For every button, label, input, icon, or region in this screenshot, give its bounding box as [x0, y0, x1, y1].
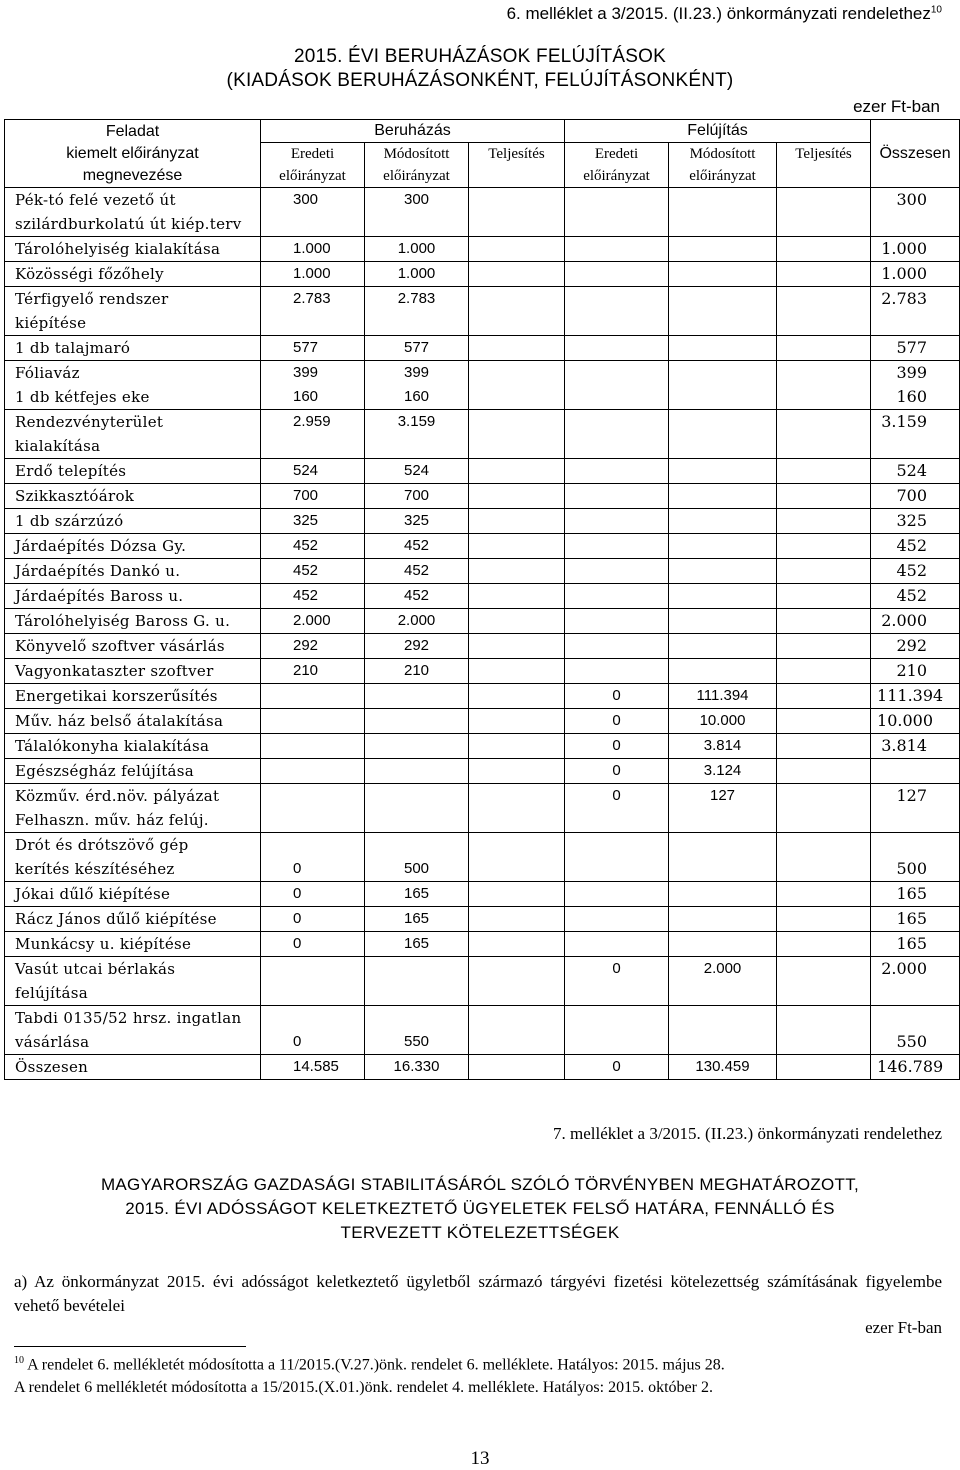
- cell-task-name: Műv. ház belső átalakítása: [5, 709, 261, 734]
- cell-b-modositott: 2.000: [365, 609, 469, 634]
- cell-b-teljesites: [469, 759, 565, 784]
- header-felujitas: Felújítás: [565, 120, 871, 143]
- cell-task-name: Tálalókonyha kialakítása: [5, 734, 261, 759]
- cell-total: 10.000: [871, 709, 960, 734]
- cell-b-modositott: 452: [365, 559, 469, 584]
- cell-total: 146.789: [871, 1055, 960, 1080]
- cell-total: [871, 759, 960, 784]
- cell-b-modositott: 16.330: [365, 1055, 469, 1080]
- cell-f-teljesites: [777, 237, 871, 262]
- cell-b-modositott: 325: [365, 509, 469, 534]
- cell-b-modositott: 550: [365, 1006, 469, 1055]
- cell-b-eredeti: 1.000: [261, 237, 365, 262]
- cell-task-name: 1 db szárzúzó: [5, 509, 261, 534]
- cell-f-modositott: [669, 336, 777, 361]
- cell-f-teljesites: [777, 957, 871, 1006]
- cell-f-eredeti: [565, 287, 669, 336]
- table-title-line-1: 2015. ÉVI BERUHÁZÁSOK FELÚJÍTÁSOK: [294, 46, 666, 67]
- cell-f-modositott: [669, 287, 777, 336]
- cell-f-eredeti: [565, 534, 669, 559]
- cell-b-eredeti: [261, 734, 365, 759]
- cell-task-name: Járdaépítés Baross u.: [5, 584, 261, 609]
- table-row: [5, 932, 960, 957]
- table-row: [5, 534, 960, 559]
- cell-b-modositott: [365, 734, 469, 759]
- cell-task-name: Szikkasztóárok: [5, 484, 261, 509]
- cell-total: 127: [871, 784, 960, 833]
- cell-b-modositott: 165: [365, 907, 469, 932]
- cell-b-modositott: 452: [365, 584, 469, 609]
- cell-f-modositott: 10.000: [669, 709, 777, 734]
- cell-b-eredeti: 0: [261, 907, 365, 932]
- cell-total: 3.814: [871, 734, 960, 759]
- cell-total: 111.394: [871, 684, 960, 709]
- table-row: [5, 957, 960, 1006]
- cell-f-eredeti: 0: [565, 759, 669, 784]
- cell-f-teljesites: [777, 734, 871, 759]
- table-row: [5, 833, 960, 882]
- cell-b-modositott: 2.783: [365, 287, 469, 336]
- cell-f-modositott: 2.000: [669, 957, 777, 1006]
- cell-task-name: Közműv. érd.növ. pályázat Felhaszn. műv. ház felúj.: [5, 784, 261, 833]
- table-row: [5, 410, 960, 459]
- section-title-line-3: TERVEZETT KÖTELEZETTSÉGEK: [340, 1223, 620, 1242]
- cell-total: 550: [871, 1006, 960, 1055]
- cell-b-modositott: [365, 784, 469, 833]
- cell-b-eredeti: 0: [261, 932, 365, 957]
- cell-b-eredeti: 210: [261, 659, 365, 684]
- cell-b-teljesites: [469, 734, 565, 759]
- cell-f-modositott: [669, 188, 777, 237]
- cell-b-teljesites: [469, 1006, 565, 1055]
- footnote-separator: [14, 1346, 246, 1347]
- cell-b-modositott: [365, 957, 469, 1006]
- cell-f-modositott: [669, 882, 777, 907]
- cell-b-eredeti: 292: [261, 634, 365, 659]
- cell-b-eredeti: 0: [261, 1006, 365, 1055]
- cell-b-modositott: 700: [365, 484, 469, 509]
- cell-f-modositott: [669, 907, 777, 932]
- cell-b-eredeti: 577: [261, 336, 365, 361]
- cell-f-eredeti: [565, 262, 669, 287]
- cell-f-teljesites: [777, 287, 871, 336]
- cell-b-eredeti: 2.783: [261, 287, 365, 336]
- cell-b-teljesites: [469, 534, 565, 559]
- cell-task-name: Közösségi főzőhely: [5, 262, 261, 287]
- cell-total: 210: [871, 659, 960, 684]
- footnote-ref: 10: [930, 4, 942, 16]
- cell-b-eredeti: 2.959: [261, 410, 365, 459]
- cell-f-eredeti: [565, 559, 669, 584]
- cell-f-eredeti: [565, 188, 669, 237]
- cell-f-modositott: 111.394: [669, 684, 777, 709]
- table-row: [5, 882, 960, 907]
- cell-b-teljesites: [469, 584, 565, 609]
- cell-total: 165: [871, 907, 960, 932]
- cell-b-eredeti: 14.585: [261, 1055, 365, 1080]
- cell-f-eredeti: [565, 237, 669, 262]
- cell-f-modositott: [669, 609, 777, 634]
- cell-f-eredeti: [565, 584, 669, 609]
- cell-f-modositott: [669, 459, 777, 484]
- cell-total: 524: [871, 459, 960, 484]
- cell-f-eredeti: [565, 509, 669, 534]
- cell-b-eredeti: 0: [261, 833, 365, 882]
- cell-b-modositott: 500: [365, 833, 469, 882]
- cell-b-teljesites: [469, 410, 565, 459]
- cell-f-teljesites: [777, 361, 871, 410]
- cell-f-teljesites: [777, 833, 871, 882]
- cell-b-teljesites: [469, 262, 565, 287]
- cell-f-eredeti: 0: [565, 709, 669, 734]
- cell-b-eredeti: [261, 709, 365, 734]
- cell-f-teljesites: [777, 1006, 871, 1055]
- cell-f-teljesites: [777, 784, 871, 833]
- cell-f-teljesites: [777, 932, 871, 957]
- cell-total: 452: [871, 584, 960, 609]
- cell-task-name: Drót és drótszövő gép kerítés készítéséhez: [5, 833, 261, 882]
- section-title-line-2: 2015. ÉVI ADÓSSÁGOT KELETKEZTETŐ ÜGYELETEK FELSŐ HATÁRA, FENNÁLLÓ ÉS: [125, 1199, 835, 1218]
- header-beruhazas: Beruházás: [261, 120, 565, 143]
- cell-b-modositott: [365, 684, 469, 709]
- header-f-modositott: Módosított előirányzat: [669, 143, 777, 188]
- cell-total: 325: [871, 509, 960, 534]
- cell-f-teljesites: [777, 759, 871, 784]
- cell-task-name: Tárolóhelyiség kialakítása: [5, 237, 261, 262]
- cell-task-name: Egészségház felújítása: [5, 759, 261, 784]
- cell-b-modositott: 292: [365, 634, 469, 659]
- cell-b-teljesites: [469, 784, 565, 833]
- table-row: [5, 287, 960, 336]
- cell-f-eredeti: [565, 459, 669, 484]
- cell-b-eredeti: 700: [261, 484, 365, 509]
- cell-b-teljesites: [469, 634, 565, 659]
- cell-total: 500: [871, 833, 960, 882]
- cell-b-modositott: 1.000: [365, 262, 469, 287]
- cell-b-eredeti: 452: [261, 559, 365, 584]
- cell-total: 292: [871, 634, 960, 659]
- cell-f-teljesites: [777, 410, 871, 459]
- cell-f-modositott: [669, 659, 777, 684]
- cell-f-teljesites: [777, 584, 871, 609]
- cell-b-eredeti: 524: [261, 459, 365, 484]
- cell-total: 700: [871, 484, 960, 509]
- table-row: [5, 684, 960, 709]
- cell-f-modositott: [669, 634, 777, 659]
- cell-b-modositott: 452: [365, 534, 469, 559]
- cell-b-eredeti: 300: [261, 188, 365, 237]
- cell-b-teljesites: [469, 709, 565, 734]
- cell-f-eredeti: 0: [565, 784, 669, 833]
- table-row: [5, 459, 960, 484]
- cell-f-teljesites: [777, 459, 871, 484]
- cell-b-modositott: 524: [365, 459, 469, 484]
- cell-f-modositott: [669, 237, 777, 262]
- cell-f-teljesites: [777, 262, 871, 287]
- investment-table: [4, 119, 960, 1080]
- table-row: [5, 559, 960, 584]
- cell-f-teljesites: [777, 684, 871, 709]
- cell-b-modositott: 399 160: [365, 361, 469, 410]
- cell-total: 2.000: [871, 957, 960, 1006]
- cell-f-eredeti: [565, 932, 669, 957]
- cell-f-eredeti: [565, 361, 669, 410]
- header-b-teljesites: Teljesítés: [469, 143, 565, 188]
- section-title-line-1: MAGYARORSZÁG GAZDASÁGI STABILITÁSÁRÓL SZÓLÓ TÖRVÉNYBEN MEGHATÁROZOTT,: [100, 1175, 860, 1194]
- cell-b-eredeti: [261, 784, 365, 833]
- cell-f-eredeti: [565, 634, 669, 659]
- cell-f-eredeti: [565, 484, 669, 509]
- cell-total: 1.000: [871, 237, 960, 262]
- cell-task-name: Rácz János dűlő kiépítése: [5, 907, 261, 932]
- cell-f-eredeti: [565, 907, 669, 932]
- cell-f-modositott: [669, 361, 777, 410]
- cell-total: 165: [871, 882, 960, 907]
- cell-b-teljesites: [469, 237, 565, 262]
- cell-b-teljesites: [469, 932, 565, 957]
- table-row: [5, 784, 960, 833]
- cell-f-eredeti: [565, 410, 669, 459]
- cell-f-teljesites: [777, 509, 871, 534]
- cell-f-modositott: 3.814: [669, 734, 777, 759]
- annex-7-heading: 7. melléklet a 3/2015. (II.23.) önkormányzati rendelethez: [553, 1124, 942, 1143]
- cell-task-name: Térfigyelő rendszer kiépítése: [5, 287, 261, 336]
- cell-f-teljesites: [777, 484, 871, 509]
- cell-b-eredeti: 2.000: [261, 609, 365, 634]
- cell-b-modositott: 3.159: [365, 410, 469, 459]
- cell-task-name: Erdő telepítés: [5, 459, 261, 484]
- cell-b-teljesites: [469, 907, 565, 932]
- cell-task-name: Összesen: [5, 1055, 261, 1080]
- cell-f-teljesites: [777, 188, 871, 237]
- cell-f-teljesites: [777, 882, 871, 907]
- cell-f-eredeti: [565, 1006, 669, 1055]
- cell-b-teljesites: [469, 559, 565, 584]
- header-f-eredeti: Eredeti előirányzat: [565, 143, 669, 188]
- cell-task-name: Munkácsy u. kiépítése: [5, 932, 261, 957]
- cell-b-teljesites: [469, 459, 565, 484]
- cell-b-eredeti: [261, 684, 365, 709]
- cell-b-modositott: 165: [365, 932, 469, 957]
- cell-f-eredeti: [565, 336, 669, 361]
- cell-task-name: Vasút utcai bérlakás felújítása: [5, 957, 261, 1006]
- table-row: [5, 709, 960, 734]
- cell-task-name: Vagyonkataszter szoftver: [5, 659, 261, 684]
- cell-b-eredeti: 0: [261, 882, 365, 907]
- cell-b-eredeti: 452: [261, 534, 365, 559]
- cell-b-eredeti: 399 160: [261, 361, 365, 410]
- cell-f-teljesites: [777, 534, 871, 559]
- table-row: [5, 907, 960, 932]
- cell-total: 2.783: [871, 287, 960, 336]
- cell-b-teljesites: [469, 659, 565, 684]
- cell-f-eredeti: 0: [565, 957, 669, 1006]
- page-number: 13: [470, 1448, 490, 1469]
- cell-total: 165: [871, 932, 960, 957]
- cell-b-modositott: 577: [365, 336, 469, 361]
- cell-b-modositott: 210: [365, 659, 469, 684]
- table-body: [5, 188, 960, 1080]
- cell-total: 577: [871, 336, 960, 361]
- cell-b-modositott: [365, 759, 469, 784]
- table-title-line-2: (KIADÁSOK BERUHÁZÁSONKÉNT, FELÚJÍTÁSONKÉNT): [226, 70, 734, 91]
- cell-total: 399 160: [871, 361, 960, 410]
- cell-f-modositott: [669, 410, 777, 459]
- table-row: [5, 237, 960, 262]
- cell-task-name: Energetikai korszerűsítés: [5, 684, 261, 709]
- table-row: [5, 634, 960, 659]
- cell-b-eredeti: 325: [261, 509, 365, 534]
- cell-b-teljesites: [469, 509, 565, 534]
- cell-task-name: Pék-tó felé vezető út szilárdburkolatú út kiép.terv: [5, 188, 261, 237]
- cell-f-teljesites: [777, 336, 871, 361]
- cell-b-modositott: 1.000: [365, 237, 469, 262]
- table-row: [5, 336, 960, 361]
- cell-task-name: 1 db talajmaró: [5, 336, 261, 361]
- cell-f-eredeti: 0: [565, 684, 669, 709]
- cell-b-teljesites: [469, 609, 565, 634]
- intro-paragraph: a) Az önkormányzat 2015. évi adósságot keletkeztető ügyletből származó tárgyévi fizetési kötelezettség számításának figyelembe vehető bevételei: [14, 1272, 942, 1315]
- cell-f-modositott: [669, 262, 777, 287]
- cell-b-modositott: [365, 709, 469, 734]
- cell-total: 452: [871, 559, 960, 584]
- cell-b-modositott: 165: [365, 882, 469, 907]
- table-row: [5, 361, 960, 410]
- annex-6-heading: 6. melléklet a 3/2015. (II.23.) önkormányzati rendelethez$^{10}$: [506, 4, 942, 23]
- table-row: [5, 584, 960, 609]
- cell-f-modositott: [669, 484, 777, 509]
- cell-task-name: Járdaépítés Dankó u.: [5, 559, 261, 584]
- cell-task-name: Járdaépítés Dózsa Gy.: [5, 534, 261, 559]
- cell-b-teljesites: [469, 957, 565, 1006]
- cell-f-teljesites: [777, 1055, 871, 1080]
- cell-f-eredeti: [565, 609, 669, 634]
- cell-f-teljesites: [777, 559, 871, 584]
- cell-total: 300: [871, 188, 960, 237]
- cell-f-modositott: 3.124: [669, 759, 777, 784]
- unit-label-2: ezer Ft-ban: [865, 1318, 942, 1337]
- header-b-modositott: Módosított előirányzat: [365, 143, 469, 188]
- cell-b-teljesites: [469, 188, 565, 237]
- cell-f-teljesites: [777, 659, 871, 684]
- cell-f-modositott: [669, 509, 777, 534]
- cell-f-modositott: 127: [669, 784, 777, 833]
- cell-f-modositott: [669, 534, 777, 559]
- cell-total: 1.000: [871, 262, 960, 287]
- cell-f-teljesites: [777, 609, 871, 634]
- cell-task-name: Jókai dűlő kiépítése: [5, 882, 261, 907]
- header-f-teljesites: Teljesítés: [777, 143, 871, 188]
- cell-f-eredeti: [565, 659, 669, 684]
- cell-f-modositott: [669, 584, 777, 609]
- cell-task-name: Fóliaváz 1 db kétfejes eke: [5, 361, 261, 410]
- cell-b-teljesites: [469, 833, 565, 882]
- table-row: [5, 509, 960, 534]
- table-row: [5, 759, 960, 784]
- header-osszesen: Összesen: [871, 120, 960, 188]
- table-row: [5, 1055, 960, 1080]
- cell-total: 452: [871, 534, 960, 559]
- cell-task-name: Rendezvényterület kialakítása: [5, 410, 261, 459]
- cell-f-eredeti: [565, 833, 669, 882]
- cell-b-teljesites: [469, 1055, 565, 1080]
- table-row: [5, 734, 960, 759]
- cell-f-eredeti: 0: [565, 734, 669, 759]
- cell-f-teljesites: [777, 634, 871, 659]
- unit-label: ezer Ft-ban: [853, 97, 940, 116]
- cell-b-teljesites: [469, 684, 565, 709]
- cell-f-teljesites: [777, 709, 871, 734]
- footnote-2: A rendelet 6 mellékletét módosította a 15/2015.(X.01.)önk. rendelet 4. melléklete. Hatályos: 2015. október 2.: [14, 1379, 713, 1396]
- cell-f-modositott: 130.459: [669, 1055, 777, 1080]
- cell-f-modositott: [669, 1006, 777, 1055]
- cell-task-name: Tárolóhelyiség Baross G. u.: [5, 609, 261, 634]
- cell-b-teljesites: [469, 336, 565, 361]
- header-b-eredeti: Eredeti előirányzat: [261, 143, 365, 188]
- footnote-1: $^{10}$ A rendelet 6. mellékletét módosította a 11/2015.(V.27.)önk. rendelet 6. melléklete. Hatályos: 2015. május 28.: [14, 1355, 725, 1374]
- cell-b-teljesites: [469, 484, 565, 509]
- cell-task-name: Könyvelő szoftver vásárlás: [5, 634, 261, 659]
- cell-f-eredeti: [565, 882, 669, 907]
- cell-b-teljesites: [469, 882, 565, 907]
- cell-b-eredeti: [261, 957, 365, 1006]
- cell-b-eredeti: 452: [261, 584, 365, 609]
- cell-f-modositott: [669, 932, 777, 957]
- cell-total: 3.159: [871, 410, 960, 459]
- table-row: [5, 609, 960, 634]
- table-row: [5, 1006, 960, 1055]
- table-row: [5, 659, 960, 684]
- table-row: [5, 262, 960, 287]
- cell-f-modositott: [669, 559, 777, 584]
- cell-total: 2.000: [871, 609, 960, 634]
- cell-f-eredeti: 0: [565, 1055, 669, 1080]
- cell-f-teljesites: [777, 907, 871, 932]
- cell-b-modositott: 300: [365, 188, 469, 237]
- cell-b-teljesites: [469, 287, 565, 336]
- cell-f-modositott: [669, 833, 777, 882]
- cell-b-eredeti: [261, 759, 365, 784]
- cell-task-name: Tabdi 0135/52 hrsz. ingatlan vásárlása: [5, 1006, 261, 1055]
- table-row: [5, 188, 960, 237]
- cell-b-eredeti: 1.000: [261, 262, 365, 287]
- header-task: Feladat kiemelt előirányzat megnevezése: [5, 120, 261, 188]
- cell-b-teljesites: [469, 361, 565, 410]
- table-row: [5, 484, 960, 509]
